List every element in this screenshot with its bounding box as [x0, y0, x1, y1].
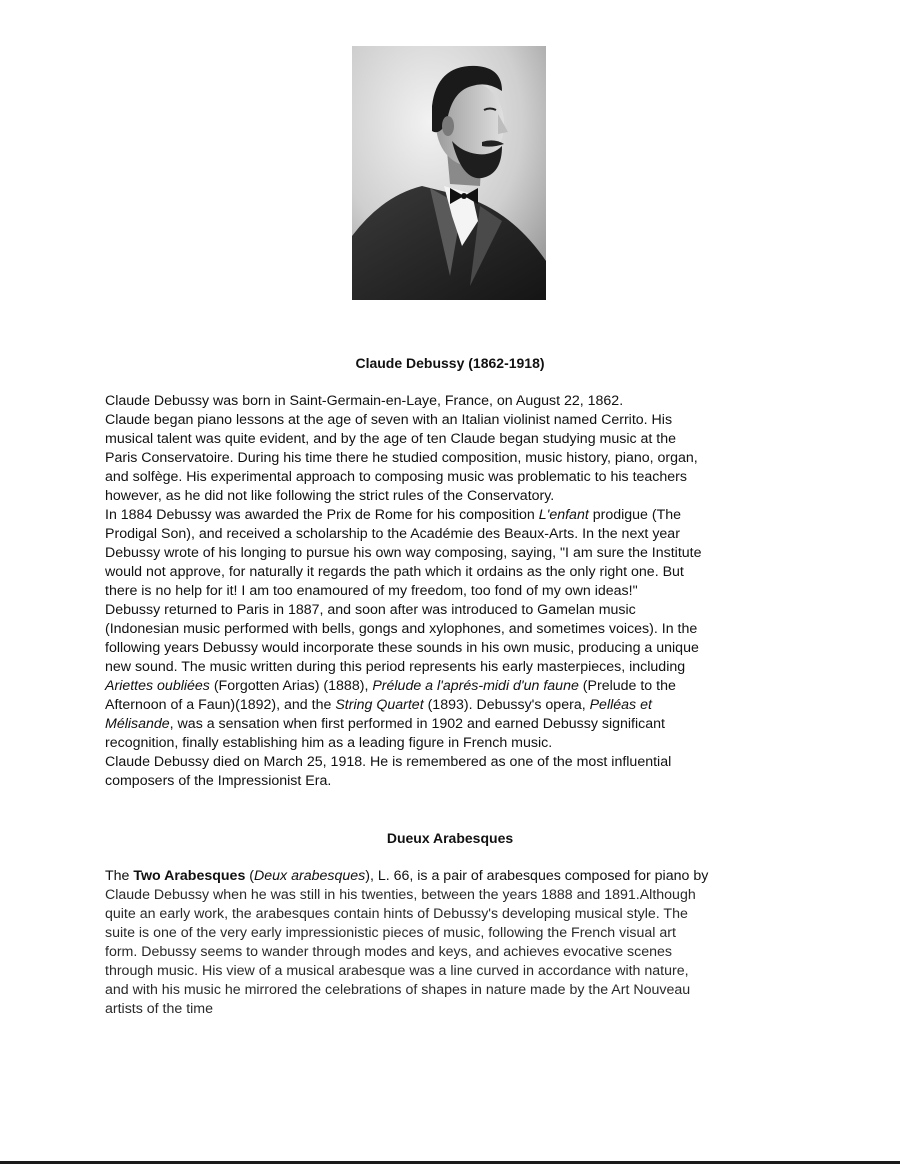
work-title: Ariettes oubliées — [105, 678, 210, 694]
bio-line: Debussy returned to Paris in 1887, and soon after was introduced to Gamelan music — [105, 602, 636, 618]
bio-line — [105, 506, 805, 525]
arabesques-text-run: The — [105, 868, 134, 884]
bio-text: (Forgotten Arias) (1888), — [209, 678, 373, 694]
work-title-bold: Two Arabesques — [133, 868, 246, 884]
biography-text — [105, 392, 805, 791]
bio-line: Claude began piano lessons at the age of seven with an Italian violinist named Cerrito. His — [105, 412, 673, 428]
bio-text: (Prelude to the — [578, 678, 676, 694]
bio-line: composers of the Impressionist Era. — [105, 773, 332, 789]
work-title: Deux arabesques — [254, 868, 366, 884]
bio-line: recognition, finally establishing him as a leading figure in French music. — [105, 735, 553, 751]
bio-text: , was a sensation when first performed in 1902 and earned Debussy significant — [169, 716, 665, 732]
work-title: Mélisande — [105, 716, 170, 732]
portrait-photo-illustration — [352, 46, 546, 300]
bio-line: Debussy wrote of his longing to pursue his own way composing, saying, "I am sure the Institute — [105, 545, 702, 561]
biography-heading: Claude Debussy (1862-1918) — [355, 355, 545, 371]
bio-text: Afternoon of a Faun)(1892), and the — [105, 697, 336, 713]
arabesques-line: artists of the time — [105, 1001, 214, 1017]
arabesques-text-run: ( — [245, 868, 255, 884]
arabesques-line: form. Debussy seems to wander through modes and keys, and achieves evocative scenes — [105, 944, 673, 960]
debussy-portrait — [352, 46, 546, 300]
bio-line: would not approve, for naturally it regards the path which it ordains as the only right one. But — [105, 564, 684, 580]
bio-line: following years Debussy would incorporate these sounds in his own music, producing a unique — [105, 640, 699, 656]
arabesques-line — [105, 867, 805, 886]
arabesques-line: Claude Debussy when he was still in his twenties, between the years 1888 and 1891.Although — [105, 887, 696, 903]
arabesques-line: suite is one of the very early impressionistic pieces of music, following the French visual art — [105, 925, 676, 941]
bio-line: musical talent was quite evident, and by the age of ten Claude began studying music at the — [105, 431, 677, 447]
arabesques-text — [105, 867, 805, 1019]
bio-line — [105, 696, 805, 715]
bio-text: (1893). Debussy's opera, — [423, 697, 590, 713]
bio-line: there is no help for it! I am too enamoured of my freedom, too fond of my own ideas!" — [105, 583, 638, 599]
bio-text: prodigue (The — [588, 507, 682, 523]
bio-line — [105, 715, 805, 734]
bio-text: In 1884 Debussy was awarded the Prix de Rome for his composition — [105, 507, 539, 523]
work-title: L'enfant — [538, 507, 589, 523]
bio-line: (Indonesian music performed with bells, gongs and xylophones, and sometimes voices). In the — [105, 621, 698, 637]
work-title: String Quartet — [335, 697, 424, 713]
bio-line: and solfège. His experimental approach to composing music was problematic to his teachers — [105, 469, 687, 485]
arabesques-line: through music. His view of a musical arabesque was a line curved in accordance with nature, — [105, 963, 689, 979]
arabesques-heading: Dueux Arabesques — [386, 830, 514, 846]
bio-line: new sound. The music written during this period represents his early masterpieces, including — [105, 659, 686, 675]
bio-line: Paris Conservatoire. During his time there he studied composition, music history, piano, organ, — [105, 450, 698, 466]
bio-line: Claude Debussy was born in Saint-Germain-en-Laye, France, on August 22, 1862. — [105, 393, 624, 409]
arabesques-line: and with his music he mirrored the celebrations of shapes in nature made by the Art Nouveau — [105, 982, 691, 998]
arabesques-text-run: ), L. 66, is a pair of arabesques composed for piano by — [365, 868, 709, 884]
bio-line: however, as he did not like following the strict rules of the Conservatory. — [105, 488, 555, 504]
bio-line — [105, 677, 805, 696]
bio-line: Claude Debussy died on March 25, 1918. He is remembered as one of the most influential — [105, 754, 672, 770]
arabesques-line: quite an early work, the arabesques contain hints of Debussy's developing musical style. The — [105, 906, 688, 922]
work-title: Prélude a l'aprés-midi d'un faune — [372, 678, 579, 694]
work-title: Pelléas et — [589, 697, 652, 713]
bio-line: Prodigal Son), and received a scholarship to the Académie des Beaux-Arts. In the next year — [105, 526, 680, 542]
